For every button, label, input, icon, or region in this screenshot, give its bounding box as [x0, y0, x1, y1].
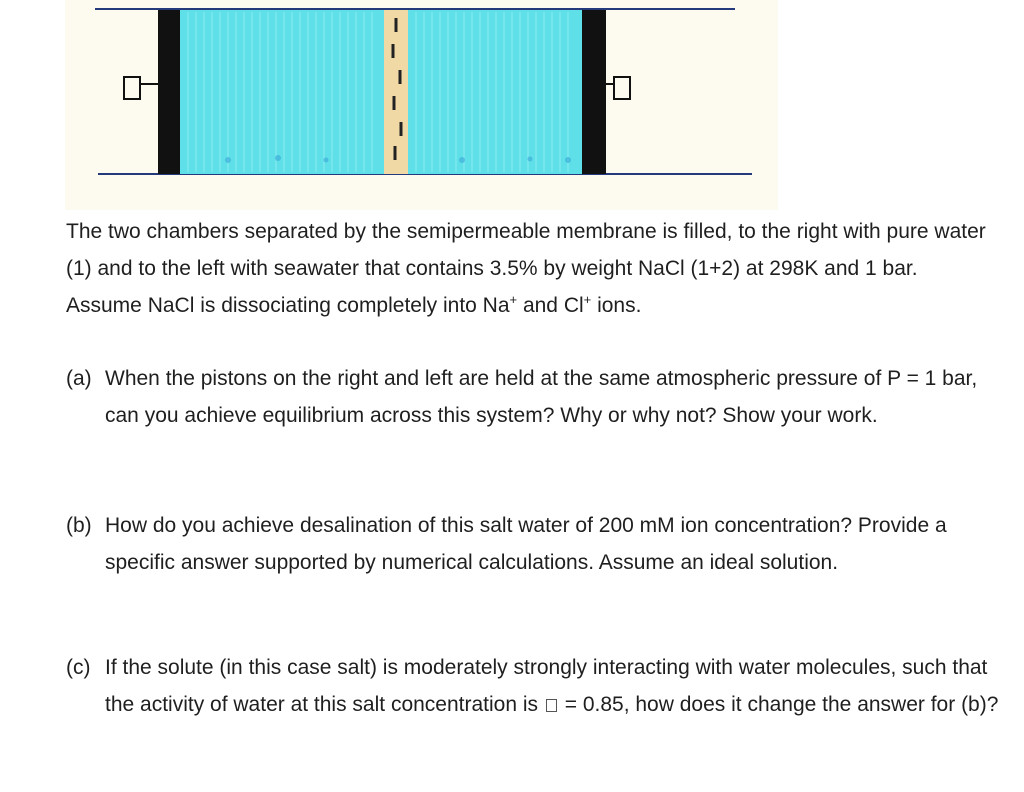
problem-statement [66, 213, 996, 324]
question-c-text [105, 649, 1005, 723]
question-c-text-after: = 0.85, how does it change the answer for (b)? [564, 693, 999, 716]
chloride-charge: + [583, 292, 592, 307]
intro-text-2: and Cl [517, 294, 584, 317]
right-chamber-solution [408, 10, 582, 174]
question-c-text-before: If the solute (in this case salt) is moderately strongly interacting with water molecules, such that the activity of water at this salt concentration is [105, 656, 988, 716]
missing-glyph-icon [546, 699, 557, 712]
left-piston [158, 10, 180, 174]
question-b-text: How do you achieve desalination of this salt water of 200 mM ion concentration? Provide a specific answer supported by numerical calculations. Assume an ideal solution. [105, 514, 947, 574]
question-c-label: (c) [66, 656, 91, 679]
right-piston [582, 10, 606, 174]
intro-text-3: ions. [591, 294, 642, 317]
membrane-apparatus-diagram [0, 0, 1024, 212]
question-b-label: (b) [66, 514, 92, 537]
question-a-label: (a) [66, 367, 92, 390]
question-a-text: When the pistons on the right and left are held at the same atmospheric pressure of P = 1 bar, can you achieve equilibrium across this system? Why or why not? Show your work. [105, 367, 978, 427]
left-chamber-solution [180, 10, 384, 174]
intro-text: The two chambers separated by the semipermeable membrane is filled, to the right with pure water (1) and to the left with seawater that contains 3.5% by weight NaCl (1+2) at 298K and 1 bar. Assume NaCl is dissociating completely into Na [66, 220, 986, 317]
sodium-charge: + [509, 292, 518, 307]
